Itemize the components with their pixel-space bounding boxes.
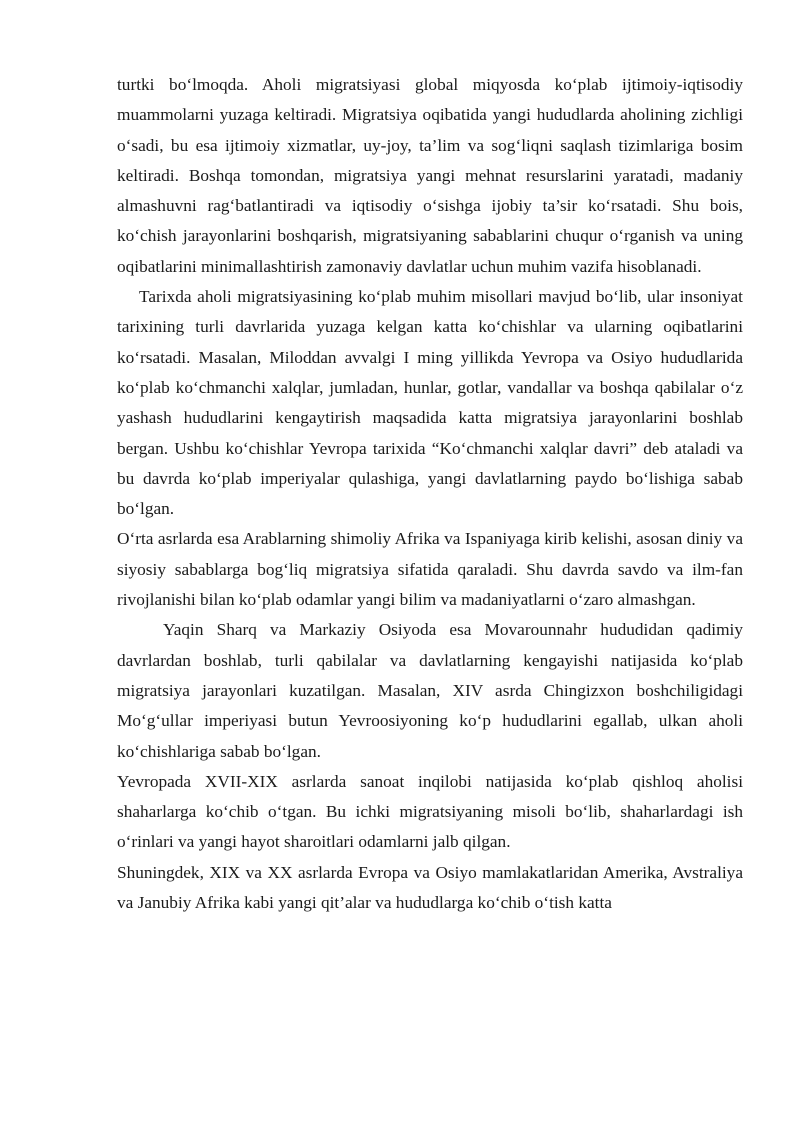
paragraph: Yaqin Sharq va Markaziy Osiyoda esa Movarounnahr hududidan qadimiy davrlardan boshlab, turli qabilalar va davlatlarning kengayishi natijasida ko‘plab migratsiya jarayonlari kuzatilgan. Masalan, XIV asrda Chingizxon boshchiligidagi Mo‘g‘ullar imperiyasi butun Yevroosiyoning ko‘p hududlarini egallab, ulkan aholi ko‘chishlariga sabab bo‘lgan. bbox=[117, 620, 743, 761]
paragraph: O‘rta asrlarda esa Arablarning shimoliy Afrika va Ispaniyaga kirib kelishi, asosan diniy va siyosiy sabablarga bog‘liq migratsiya sifatida qaraladi. Shu davrda savdo va ilm-fan rivojlanishi bilan ko‘plab odamlar yangi bilim va madaniyatlarni o‘zaro almashgan. bbox=[117, 529, 743, 610]
paragraph: Tarixda aholi migratsiyasining ko‘plab muhim misollari mavjud bo‘lib, ular insoniyat tarixining turli davrlarida yuzaga kelgan katta ko‘chishlar va ularning oqibatlarini ko‘rsatadi. Masalan, Miloddan avvalgi I ming yillikda Yevropa va Osiyo hududlarida ko‘plab ko‘chmanchi xalqlar, jumladan, hunlar, gotlar, vandallar va boshqa qabilalar o‘z yashash hududlarini kengaytirish maqsadida katta migratsiya jarayonlarini boshlab bergan. Ushbu ko‘chishlar Yevropa tarixida “Ko‘chmanchi xalqlar davri” deb ataladi va bu davrda ko‘plab imperiyalar qulashiga, yangi davlatlarning paydo bo‘lishiga sabab bo‘lgan. bbox=[117, 287, 743, 519]
paragraph: Shuningdek, XIX va XX asrlarda Evropa va Osiyo mamlakatlaridan Amerika, Avstraliya va Janubiy Afrika kabi yangi qit’alar va hududlarga ko‘chib o‘tish katta bbox=[117, 862, 743, 913]
body-text bbox=[117, 70, 743, 918]
paragraph: turtki bo‘lmoqda. Aholi migratsiyasi global miqyosda ko‘plab ijtimoiy-iqtisodiy muammolarni yuzaga keltiradi. Migratsiya oqibatida yangi hududlarda aholining zichligi o‘sadi, bu esa ijtimoiy xizmatlar, uy-joy, ta’lim va sog‘liqni saqlash tizimlariga bosim keltiradi. Boshqa tomondan, migratsiya yangi mehnat resurslarini yaratadi, madaniy almashuvni rag‘batlantiradi va iqtisodiy o‘sishga ijobiy ta’sir ko‘rsatadi. Shu bois, ko‘chish jarayonlarini boshqarish, migratsiyaning sabablarini chuqur o‘rganish va uning oqibatlarini minimallashtirish zamonaviy davlatlar uchun muhim vazifa hisoblanadi. bbox=[117, 75, 743, 276]
paragraph: Yevropada XVII-XIX asrlarda sanoat inqilobi natijasida ko‘plab qishloq aholisi shaharlarga ko‘chib o‘tgan. Bu ichki migratsiyaning misoli bo‘lib, shaharlardagi ish o‘rinlari va yangi hayot sharoitlari odamlarni jalb qilgan. bbox=[117, 771, 743, 852]
